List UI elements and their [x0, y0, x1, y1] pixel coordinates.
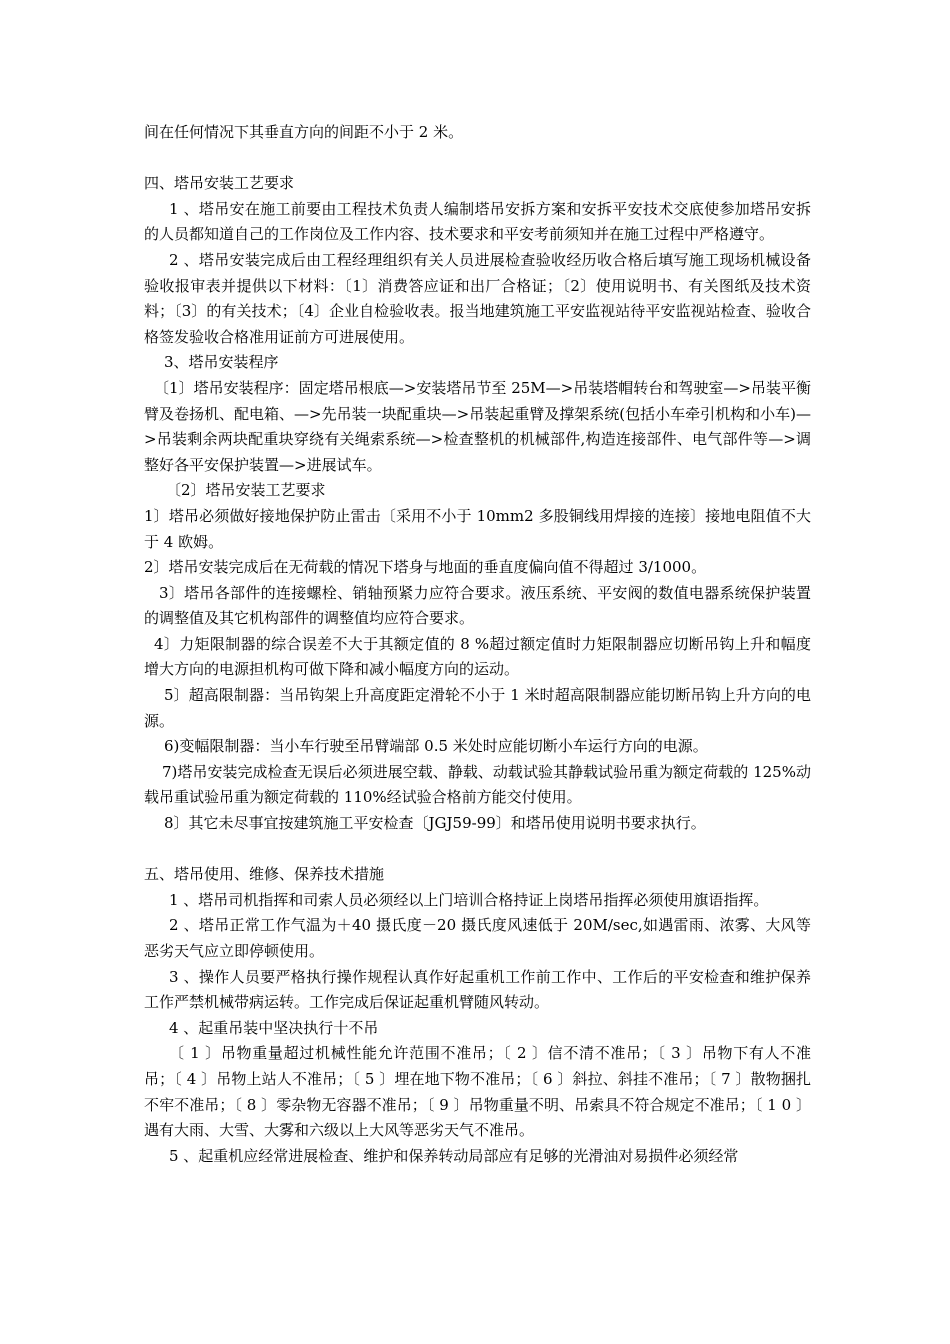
paragraph: 1 、塔吊司机指挥和司索人员必须经以上门培训合格持证上岗塔吊指挥必须使用旗语指挥。	[169, 890, 769, 909]
subsection-heading: 〔2〕塔吊安装工艺要求	[166, 481, 326, 500]
paragraph: 2〕塔吊安装完成后在无荷载的情况下塔身与地面的垂直度偏向值不得超过 3/1000。	[144, 558, 707, 577]
paragraph: 2 、塔吊正常工作气温为＋40 摄氏度－20 摄氏度风速低于 20M/sec,如遇雷雨、浓雾、大风等恶劣天气应立即停顿使用。	[144, 916, 811, 960]
paragraph: 1 、塔吊安在施工前要由工程技术负责人编制塔吊安拆方案和安拆平安技术交底使参加塔吊安拆的人员都知道自己的工作岗位及工作内容、技术要求和平安考前须知并在施工过程中严格遵守。	[144, 199, 811, 244]
paragraph: 6)变幅限制器：当小车行驶至吊臂端部 0.5 米处时应能切断小车运行方向的电源。	[164, 737, 708, 756]
paragraph: 3 、操作人员要严格执行操作规程认真作好起重机工作前工作中、工作后的平安检查和维护保养工作严禁机械带病运转。工作完成后保证起重机臂随风转动。	[144, 967, 811, 1012]
paragraph: 8〕其它未尽事宜按建筑施工平安检查〔JGJ59-99〕和塔吊使用说明书要求执行。	[164, 814, 706, 833]
paragraph: 间在任何情况下其垂直方向的间距不小于 2 米。	[144, 123, 464, 141]
blank-line	[144, 837, 811, 863]
paragraph: 2 、塔吊安装完成后由工程经理组织有关人员进展检查验收经历收合格后填写施工现场机械设备验收报审表并提供以下材料：〔1〕消费答应证和出厂合格证；〔2〕使用说明书、有关图纸及技术资料；〔3〕的有关技术；〔4〕企业自检验收表。报当地建筑施工平安监视站待平安监视站检查、验收合格签发验收合格准用证前方可进展使用。	[144, 250, 811, 346]
paragraph: 7)塔吊安装完成检查无误后必须进展空载、静载、动载试验其静载试验吊重为额定荷载的 125%动载吊重试验吊重为额定荷载的 110%经试验合格前方能交付使用。	[144, 762, 811, 807]
paragraph: 3〕塔吊各部件的连接螺栓、销轴预紧力应符合要求。液压系统、平安阀的数值电器系统保护装置的调整值及其它机构部件的调整值均应符合要求。	[144, 583, 811, 628]
section-heading: 五、塔吊使用、维修、保养技术措施	[144, 865, 385, 884]
blank-line	[144, 146, 811, 172]
paragraph: 5 、起重机应经常进展检查、维护和保养转动局部应有足够的光滑油对易损件必须经常	[169, 1146, 739, 1165]
subsection-heading: 3、塔吊安装程序	[164, 353, 279, 372]
paragraph: 〔1〕塔吊安装程序：固定塔吊根底—>安装塔吊节至 25M—>吊装塔帽转台和驾驶室—>吊装平衡臂及卷扬机、配电箱、—>先吊装一块配重块—>吊装起重臂及撑架系统(包括小车牵引机构和小车)—>吊装剩余两块配重块穿绕有关绳索系统—>检查整机的机械部件,构造连接部件、电气部件等—>调整好各平安保护装置—>进展试车。	[144, 378, 811, 474]
paragraph: 5〕超高限制器：当吊钩架上升高度距定滑轮不小于 1 米时超高限制器应能切断吊钩上升方向的电源。	[144, 686, 811, 730]
document-body	[144, 120, 811, 1169]
section-heading: 四、塔吊安装工艺要求	[144, 174, 295, 193]
paragraph: 〔 1 〕吊物重量超过机械性能允许范围不准吊；〔 2 〕信不清不准吊；〔 3 〕吊物下有人不准吊；〔 4 〕吊物上站人不准吊；〔 5 〕埋在地下物不准吊；〔 6 〕斜拉、斜挂不准吊；〔 7 〕散物捆扎不牢不准吊；〔 8 〕零杂物无容器不准吊；〔 9 〕吊物重量不明、吊索具不符合规定不准吊；〔 1 0 〕遇有大雨、大雪、大雾和六级以上大风等恶劣天气不准吊。	[144, 1044, 811, 1140]
paragraph: 4〕力矩限制器的综合误差不大于其额定值的 8 %超过额定值时力矩限制器应切断吊钩上升和幅度增大方向的电源担机构可做下降和减小幅度方向的运动。	[144, 634, 811, 679]
paragraph: 4 、起重吊装中坚决执行十不吊	[169, 1018, 379, 1037]
paragraph: 1〕塔吊必须做好接地保护防止雷击〔采用不小于 10mm2 多股铜线用焊接的连接〕接地电阻值不大于 4 欧姆。	[144, 506, 811, 551]
